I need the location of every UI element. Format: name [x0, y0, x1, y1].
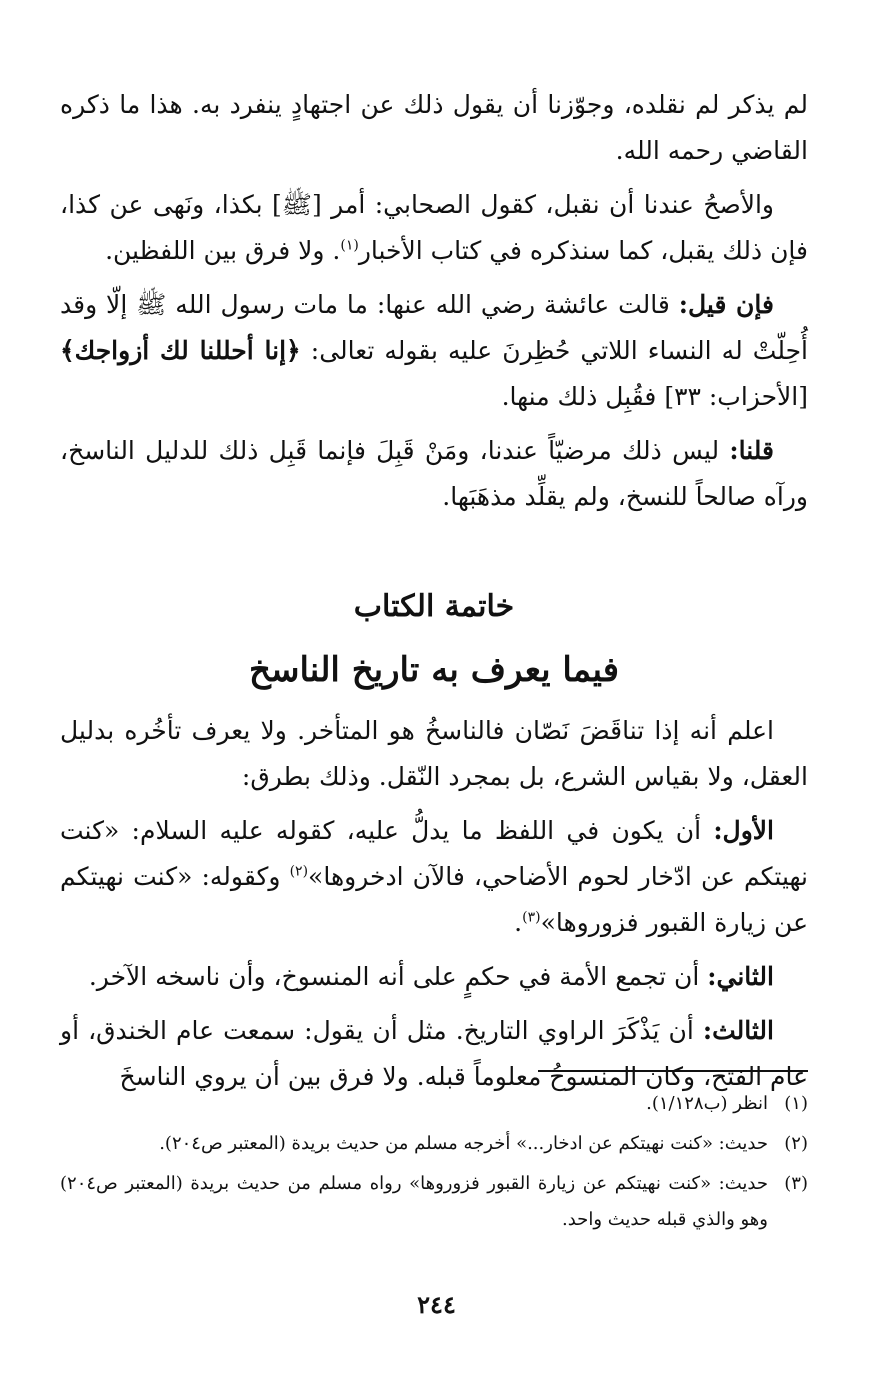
footnote-2 — [60, 1126, 808, 1162]
page-number: ٢٤٤ — [417, 1290, 456, 1319]
paragraph-2 — [60, 182, 808, 274]
footnote-1-number: (١) — [784, 1093, 808, 1114]
paragraph-1 — [60, 82, 808, 174]
footnotes — [60, 1070, 808, 1242]
section-paragraph-4-lead: الثالث: — [702, 1016, 774, 1045]
chapter-subtitle: فيما يعرف به تاريخ الناسخ — [249, 650, 619, 690]
paragraph-3-lead: فإن قيل: — [678, 290, 774, 319]
paragraph-3 — [60, 282, 808, 420]
footnote-3-text: حديث: «كنت نهيتكم عن زيارة القبور فزوروها» رواه مسلم من حديث بريدة (المعتبر ص٢٠٤) وهو والذي قبله حديث واحد. — [60, 1173, 768, 1230]
footnote-ref-1[interactable]: (١) — [340, 237, 359, 254]
page-body — [60, 82, 808, 1108]
paragraph-3-text-end: [الأحزاب: ٣٣] فقُبِل ذلك منها. — [501, 382, 808, 411]
paragraph-4 — [60, 428, 808, 520]
footnote-ref-3[interactable]: (٣) — [522, 909, 541, 926]
paragraph-4-text: ليس ذلك مرضيّاً عندنا، ومَنْ قَبِلَ فإنما قَبِل ذلك للدليل الناسخ، ورآه صالحاً للنسخ، ولم يقلِّد مذهَبَها. — [60, 436, 808, 511]
section-paragraph-2-text-middle: وكقوله: «كنت نهيتكم عن زيارة القبور فزوروها» — [60, 862, 808, 937]
section-paragraph-2-text-end: . — [514, 908, 523, 937]
section-paragraph-2 — [60, 808, 808, 946]
paragraph-4-lead: قلنا: — [729, 436, 774, 465]
paragraph-1-text: لم يذكر لم نقلده، وجوّزنا أن يقول ذلك عن اجتهادٍ ينفرد به. هذا ما ذكره القاضي رحمه الله. — [60, 90, 808, 165]
paragraph-2-text-end: . ولا فرق بين اللفظين. — [105, 236, 341, 265]
section-paragraph-3-lead: الثاني: — [707, 962, 774, 991]
footnote-divider — [538, 1070, 808, 1072]
section-paragraph-2-text: أن يكون في اللفظ ما يدلُّ عليه، كقوله عليه السلام: «كنت نهيتكم عن ادّخار لحوم الأضاحي، فالآن ادخروها» — [60, 816, 808, 891]
footnote-1 — [60, 1086, 808, 1122]
footnote-2-text: حديث: «كنت نهيتكم عن ادخار...» أخرجه مسلم من حديث بريدة (المعتبر ص٢٠٤). — [159, 1133, 768, 1154]
footnote-1-text: انظر (ب١/١٢٨). — [646, 1093, 768, 1114]
section-paragraph-3 — [60, 954, 808, 1000]
section-paragraph-2-lead: الأول: — [713, 816, 774, 845]
section-paragraph-1-text: اعلم أنه إذا تناقَضَ نَصّان فالناسخُ هو المتأخر. ولا يعرف تأخُره بدليل العقل، ولا بقياس الشرع، بل بمجرد النّقل. وذلك بطرق: — [60, 716, 808, 791]
section-paragraph-4-text: أن يَذْكَرَ الراوي التاريخ. مثل أن يقول: سمعت عام الخندق، أو عام الفتح، وكان المنسوخُ معلوماً قبله. ولا فرق بين أن يروي الناسخَ — [60, 1016, 808, 1091]
footnote-2-number: (٢) — [784, 1133, 808, 1154]
footnote-ref-2[interactable]: (٢) — [289, 863, 309, 880]
section-paragraph-3-text: أن تجمع الأمة في حكمٍ على أنه المنسوخ، وأن ناسخه الآخر. — [88, 962, 708, 991]
paragraph-3-text: قالت عائشة رضي الله عنها: ما مات رسول الله ﷺ إلّا وقد أُحِلّتْ له النساء اللاتي حُظِرنَ عليه بقوله تعالى: — [60, 290, 808, 365]
section-paragraph-1 — [60, 708, 808, 800]
chapter-title: خاتمة الكتاب — [353, 589, 515, 624]
quran-verse: ﴿إنا أحللنا لك أزواجك﴾ — [60, 336, 301, 365]
footnote-3-number: (٣) — [784, 1173, 808, 1194]
paragraph-2-text: والأصحُ عندنا أن نقبل، كقول الصحابي: أمر [ﷺ] بكذا، ونَهى عن كذا، فإن ذلك يقبل، كما سنذكره في كتاب الأخبار — [60, 190, 808, 265]
footnote-3 — [60, 1166, 808, 1238]
